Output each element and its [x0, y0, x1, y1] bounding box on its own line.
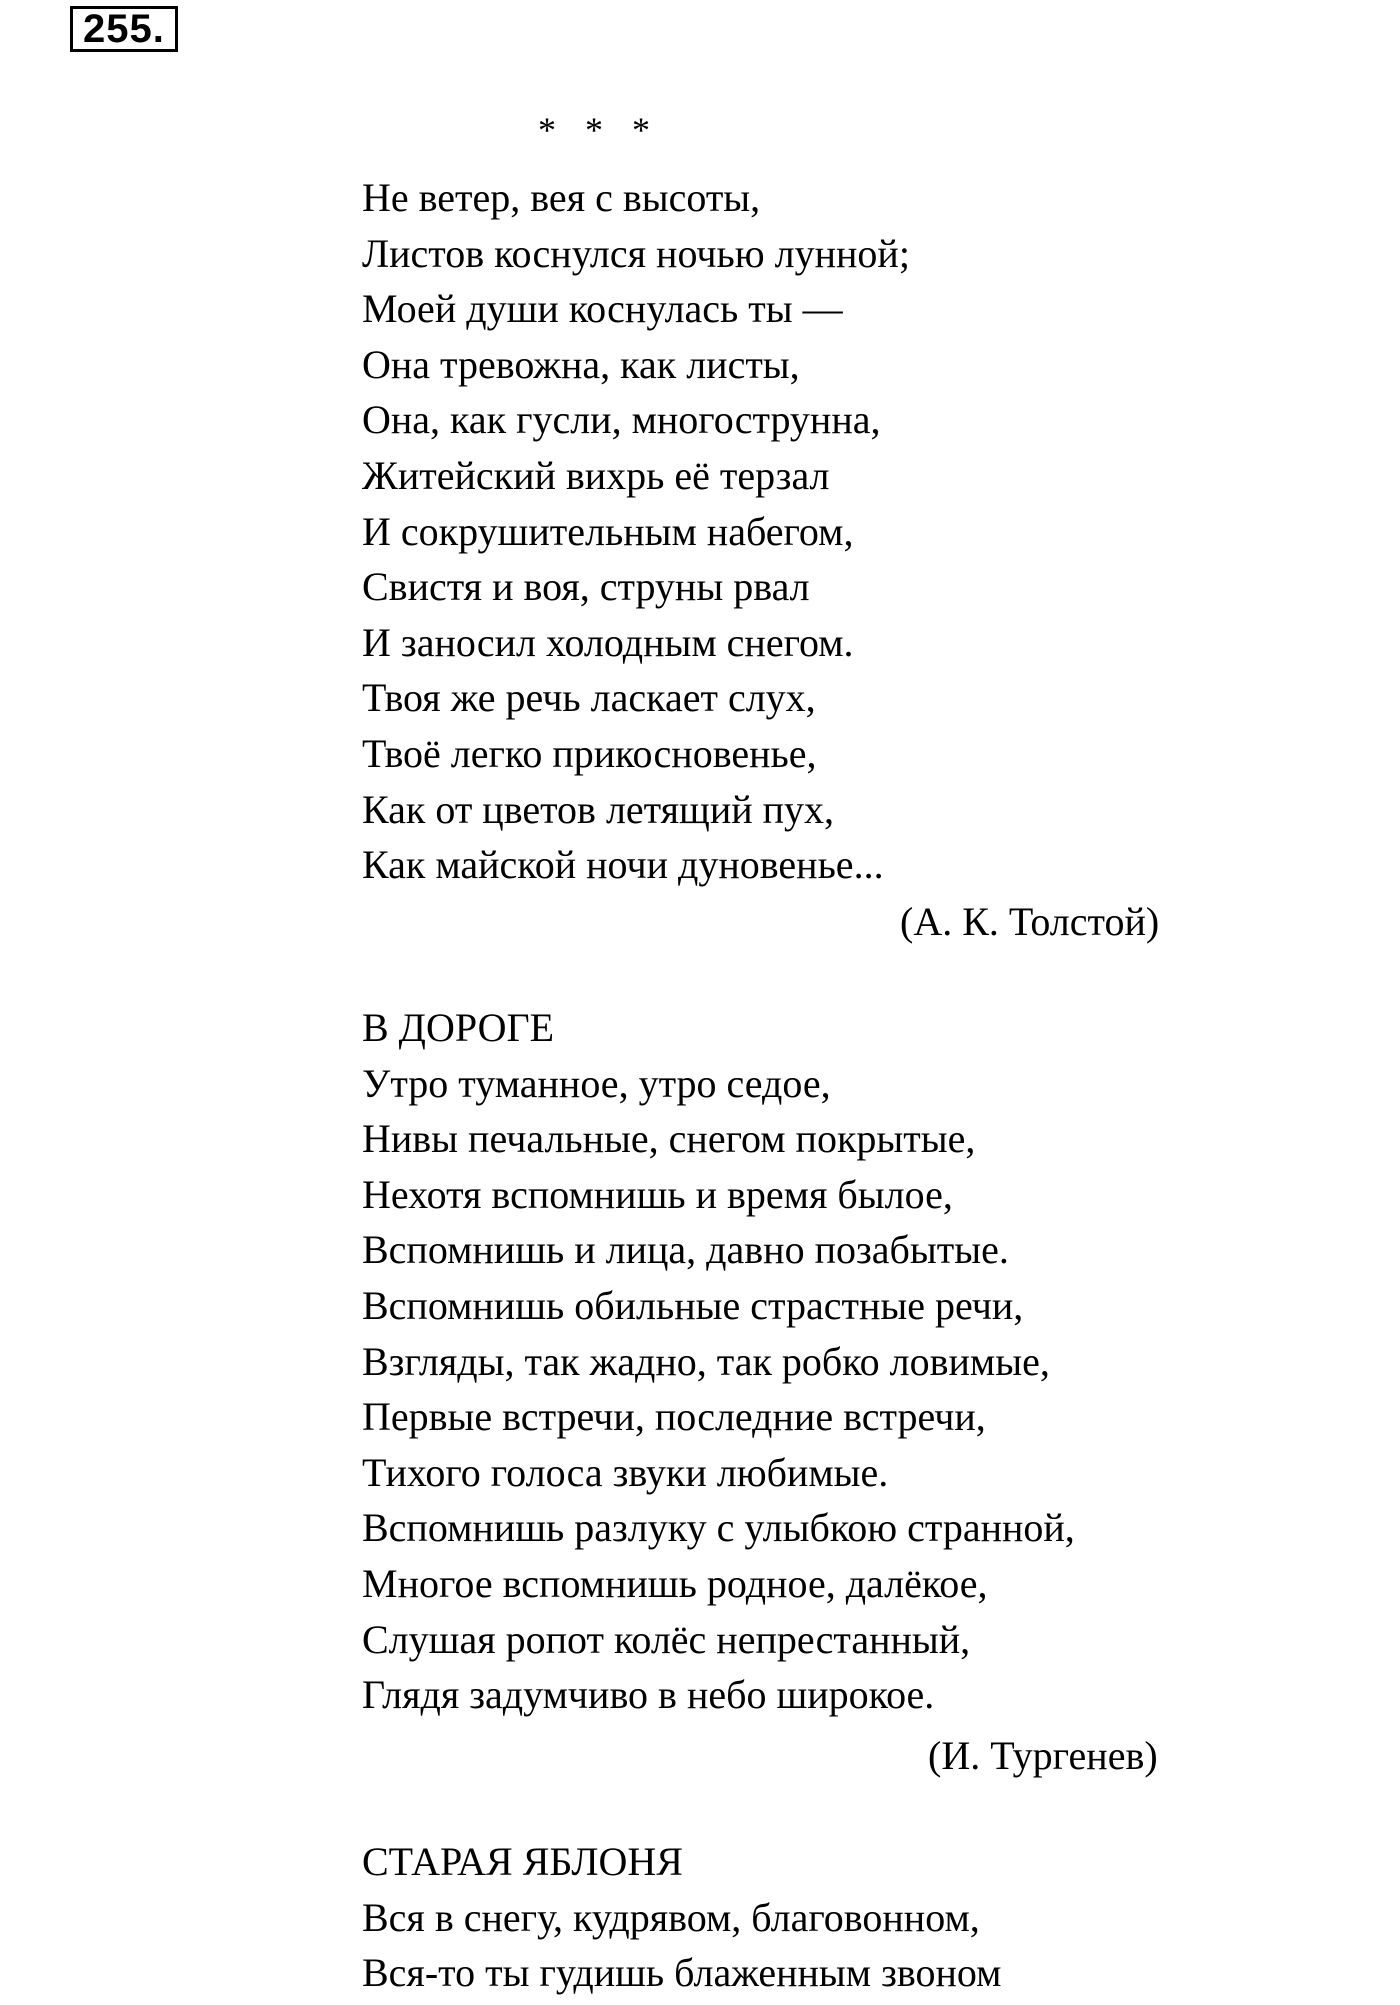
poem3-stanza: [362, 1834, 1182, 2001]
poem2-stanza: [362, 1000, 1182, 1723]
poem2-line: Нивы печальные, снегом покрытые,: [362, 1116, 976, 1162]
poem1-line: Не ветер, вея с высоты,: [362, 175, 761, 220]
poem2-line: Слушая ропот колёс непрестанный,: [362, 1616, 971, 1662]
poem2-line: Вспомнишь разлуку с улыбкою странной,: [362, 1505, 1075, 1551]
poem1-line: Она тревожна, как листы,: [362, 341, 800, 387]
exercise-number: 255.: [70, 6, 178, 52]
poem2-line: Многое вспомнишь родное, далёкое,: [362, 1560, 988, 1606]
poem1-line: Твоё легко прикосновенье,: [362, 730, 817, 776]
poem2-title: В ДОРОГЕ: [362, 1005, 555, 1050]
poem-separator-stars: * * *: [538, 110, 660, 150]
poem1-line: Житейский вихрь её терзал: [362, 452, 830, 498]
poem1-author: (А. К. Толстой): [900, 899, 1160, 944]
poem2-line: Нехотя вспомнишь и время былое,: [362, 1171, 953, 1217]
poem1-line: И заносил холодным снегом.: [362, 619, 854, 665]
poem1-line: И сокрушительным набегом,: [362, 508, 854, 554]
poem3-line: Вся-то ты гудишь блаженным звоном: [362, 1950, 1002, 1996]
poem1-line: Твоя же речь ласкает слух,: [362, 675, 816, 721]
poem3-line: Вся в снегу, кудрявом, благовонном,: [362, 1894, 980, 1940]
poem1-line: Как от цветов летящий пух,: [362, 786, 835, 832]
poem2-line: Первые встречи, последние встречи,: [362, 1394, 986, 1440]
poem2-line: Тихого голоса звуки любимые.: [362, 1449, 889, 1495]
poem2-line: Утро туманное, утро седое,: [362, 1060, 831, 1106]
poem2-line: Взгляды, так жадно, так робко ловимые,: [362, 1338, 1050, 1384]
poem2-line: Вспомнишь и лица, давно позабытые.: [362, 1227, 1009, 1273]
poem2-author: (И. Тургенев): [928, 1733, 1158, 1778]
poem1-line: Моей души коснулась ты —: [362, 286, 843, 332]
poem3-title: СТАРАЯ ЯБЛОНЯ: [362, 1839, 683, 1884]
poem1-line: Листов коснулся ночью лунной;: [362, 230, 910, 276]
poem1-line: Как майской ночи дуновенье...: [362, 842, 884, 888]
poem2-line: Вспомнишь обильные страстные речи,: [362, 1282, 1024, 1328]
poem2-line: Глядя задумчиво в небо широкое.: [362, 1672, 935, 1718]
poem1-stanza: [362, 170, 1182, 893]
poem1-line: Она, как гусли, многострунна,: [362, 397, 881, 443]
poem1-line: Свистя и воя, струны рвал: [362, 564, 810, 610]
